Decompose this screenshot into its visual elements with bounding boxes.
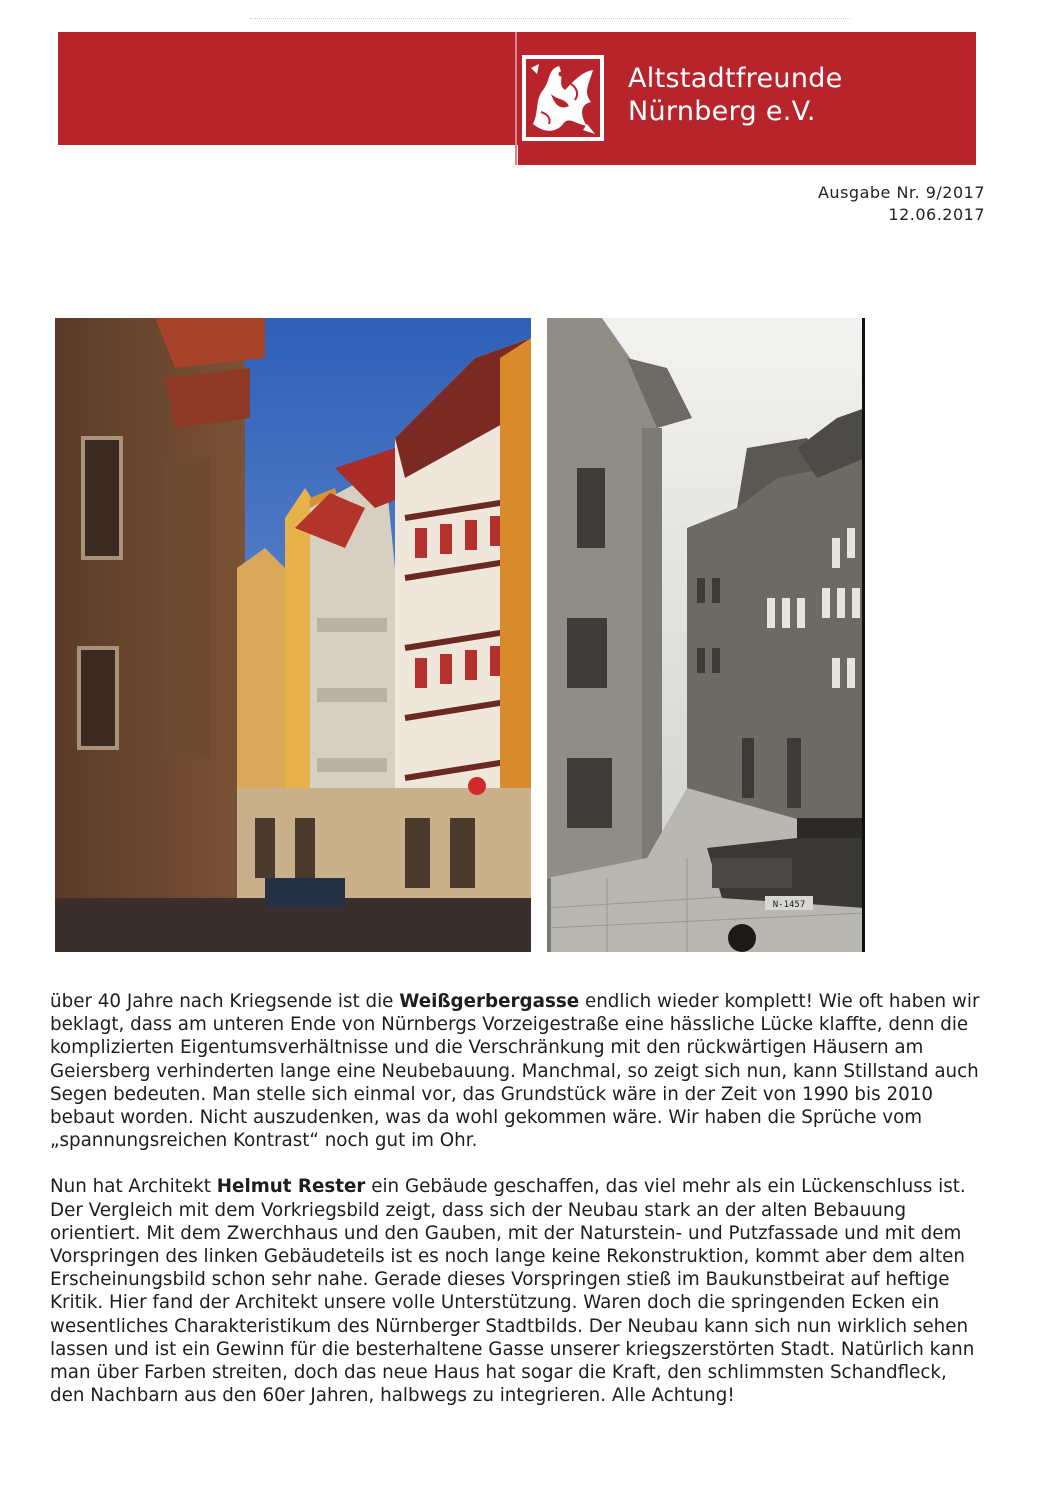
organization-name-line1: Altstadtfreunde xyxy=(628,63,843,94)
header-banner-tab xyxy=(518,145,976,165)
scan-artifact xyxy=(250,18,850,21)
truck-plate: N-1457 xyxy=(772,900,806,910)
issue-date: 12.06.2017 xyxy=(888,205,985,224)
article-body xyxy=(50,990,980,1430)
photo-edge-line xyxy=(862,318,865,952)
organization-name-line2: Nürnberg e.V. xyxy=(628,96,816,127)
griffin-logo-icon xyxy=(521,54,605,142)
street-name-bold: Weißgerbergasse xyxy=(399,991,580,1012)
issue-number: Ausgabe Nr. 9/2017 xyxy=(817,183,985,202)
architect-name-bold: Helmut Rester xyxy=(216,1176,366,1198)
organization-name xyxy=(628,62,843,128)
street-photo-historic-bw xyxy=(547,318,865,952)
street-photo-color xyxy=(55,318,531,952)
header-divider xyxy=(515,32,517,165)
issue-info xyxy=(818,182,985,226)
article-paragraph: über 40 Jahre nach Kriegsende ist die Weißgerbergasse endlich wieder komplett! Wie oft haben wir beklagt, dass am unteren Ende von Nürnbergs Vorzeigestraße eine hässliche Lücke klaffte, denn die komplizierten Eigentumsverhältnisse und die Verschränkung mit den rückwärtigen Häusern am Geiersberg verhinderten lange eine Neubebauung. Manchmal, so zeigt sich nun, kann Stillstand auch Segen bedeuten. Man stelle sich einmal vor, das Grundstück wäre in der Zeit von 1990 bis 2010 bebaut worden. Nicht auszudenken, was da wohl gekommen wäre. Wir haben die Sprüche vom „spannungsreichen Kontrast“ noch gut im Ohr. xyxy=(50,991,980,1152)
article-paragraph: Nun hat Architekt Helmut Rester ein Gebäude geschaffen, das viel mehr als ein Lückenschluss ist. Der Vergleich mit dem Vorkriegsbild zeigt, dass sich der Neubau stark an der alten Bebauung orientiert. Mit dem Zwerchhaus und den Gauben, mit der Naturstein- und Putzfassade und mit dem Vorspringen des linken Gebäudeteils ist es noch lange keine Rekonstruktion, kommt aber dem alten Erscheinungsbild schon sehr nahe. Gerade dieses Vorspringen stieß im Baukunstbeirat auf heftige Kritik. Hier fand der Architekt unsere volle Unterstützung. Waren doch die springenden Ecken ein wesentliches Charakteristikum des Nürnberger Stadtbilds. Der Neubau kann sich nun wirklich sehen lassen und ist ein Gewinn für die besterhaltene Gasse unserer kriegszerstörten Stadt. Natürlich kann man über Farben streiten, doch das neue Haus hat sogar die Kraft, den schlimmsten Schandfleck, den Nachbarn aus den 60er Jahren, halbwegs zu integrieren. Alle Achtung! xyxy=(50,1176,975,1407)
